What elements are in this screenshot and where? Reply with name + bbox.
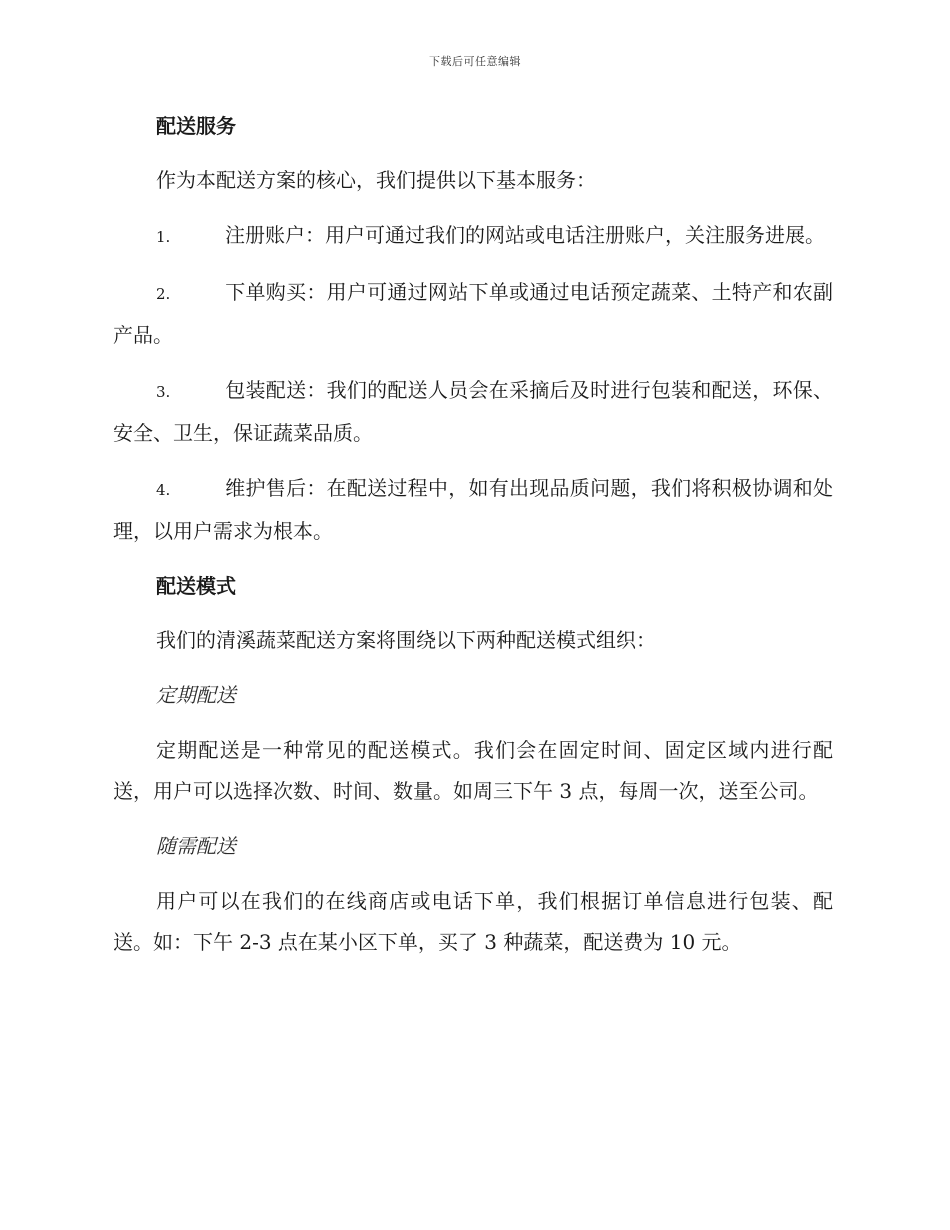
mode-description-paragraph: 用户可以在我们的在线商店或电话下单，我们根据订单信息进行包装、配送。如：下午 2-3 点在某小区下单，买了 3 种蔬菜，配送费为 10 元。 — [113, 889, 833, 954]
list-item — [113, 215, 833, 258]
document-body — [113, 106, 833, 977]
list-item-number: 4. — [156, 481, 171, 499]
list-item-text: 维护售后：在配送过程中，如有出现品质问题，我们将积极协调和处理，以用户需求为根本。 — [113, 476, 833, 543]
subheading-on-demand-delivery: 随需配送 — [156, 834, 236, 858]
section-intro-paragraph: 我们的清溪蔬菜配送方案将围绕以下两种配送模式组织： — [156, 628, 656, 652]
list-item — [113, 370, 833, 454]
list-item-text: 下单购买：用户可通过网站下单或通过电话预定蔬菜、土特产和农副产品。 — [113, 280, 833, 347]
section-heading-delivery-mode: 配送模式 — [156, 574, 236, 598]
list-item-number: 1. — [156, 228, 171, 246]
list-item — [113, 272, 833, 356]
list-item-number: 2. — [156, 285, 171, 303]
list-item-text: 包装配送：我们的配送人员会在采摘后及时进行包装和配送，环保、安全、卫生，保证蔬菜品质。 — [113, 378, 833, 445]
subheading-scheduled-delivery: 定期配送 — [156, 683, 236, 707]
list-item-number: 3. — [156, 383, 171, 401]
mode-description-paragraph: 定期配送是一种常见的配送模式。我们会在固定时间、固定区域内进行配送，用户可以选择次数、时间、数量。如周三下午 3 点，每周一次，送至公司。 — [113, 738, 833, 803]
list-item-text: 注册账户：用户可通过我们的网站或电话注册账户，关注服务进展。 — [225, 223, 825, 247]
section-intro-paragraph: 作为本配送方案的核心，我们提供以下基本服务： — [156, 168, 596, 192]
section-heading-delivery-service: 配送服务 — [156, 114, 236, 138]
list-item — [113, 468, 833, 552]
header-note: 下载后可任意编辑 — [429, 55, 521, 68]
